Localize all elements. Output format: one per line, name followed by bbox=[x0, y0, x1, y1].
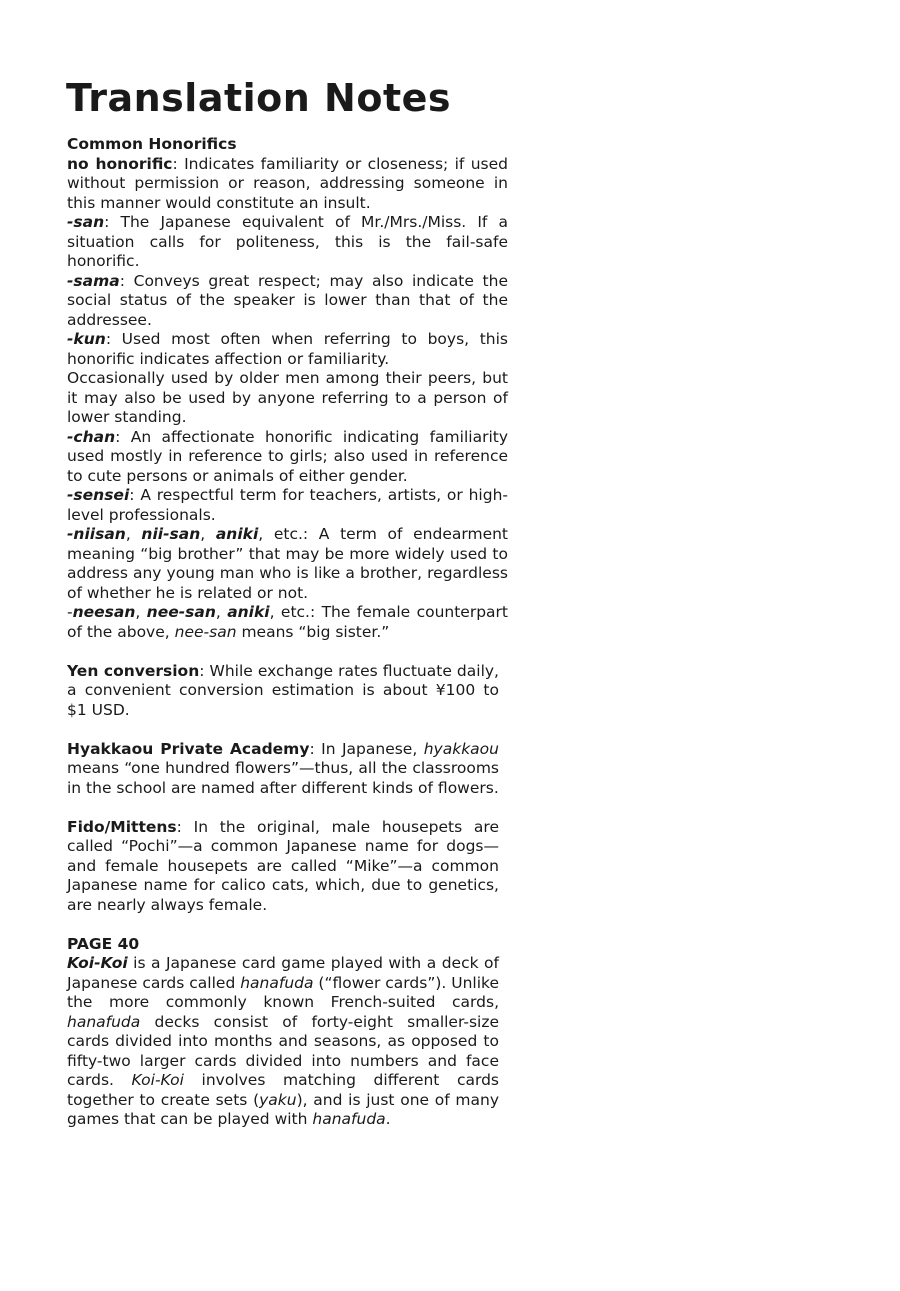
term: -san bbox=[67, 213, 105, 231]
honorifics-heading: Common Honorifics bbox=[67, 135, 237, 153]
term: Yen conversion bbox=[67, 661, 200, 680]
term: Hyakkaou Private Academy bbox=[67, 739, 310, 758]
note-yen: Yen conversion: While exchange rates fluctuate daily, a convenient conversion estimation is about ¥100 to $1 USD. bbox=[67, 661, 499, 719]
note-sama: -sama: Conveys great respect; may also indicate the social status of the speaker is lower than that of the addressee. bbox=[67, 271, 508, 329]
note-koi-koi: Koi-Koi is a Japanese card game played with a deck of Japanese cards called hanafuda (“flower cards”). Unlike the more commonly known French-suited cards, hanafuda decks consist of forty-eight smaller-size cards divided into months and seasons, as opposed to fifty-two larger cards divided into numbers and face cards. Koi-Koi involves matching different cards together to create sets (yaku), and is just one of many games that can be played with hanafuda. bbox=[67, 954, 499, 1128]
term: -sensei bbox=[67, 486, 130, 504]
term: -kun bbox=[67, 330, 106, 348]
note-sensei: -sensei: A respectful term for teachers, artists, or high-level professionals. bbox=[67, 486, 508, 524]
term: -chan bbox=[67, 427, 116, 446]
note-kun-extra: Occasionally used by older men among their peers, but it may also be used by anyone referring to a person of lower standing. bbox=[67, 369, 508, 426]
page-title: Translation Notes bbox=[66, 76, 452, 120]
note-fido: Fido/Mittens: In the original, male housepets are called “Pochi”—a common Japanese name for dogs—and female housepets are called “Mike”—a common Japanese name for calico cats, which, due to genetics, are nearly always female. bbox=[67, 817, 499, 914]
notes-body bbox=[67, 135, 508, 1130]
note-hyakkaou: Hyakkaou Private Academy: In Japanese, hyakkaou means “one hundred flowers”—thus, all the classrooms in the school are named after different kinds of flowers. bbox=[67, 739, 499, 797]
note-kun: -kun: Used most often when referring to boys, this honorific indicates affection or familiarity. bbox=[67, 330, 508, 368]
note-san: -san: The Japanese equivalent of Mr./Mrs./Miss. If a situation calls for politeness, this is the fail-safe honorific. bbox=[67, 213, 508, 270]
page-40-heading: PAGE 40 bbox=[67, 934, 140, 953]
note-neesan: -neesan, nee-san, aniki, etc.: The female counterpart of the above, nee-san means “big sister.” bbox=[67, 603, 508, 641]
term: Fido/Mittens bbox=[67, 817, 177, 836]
note-niisan: -niisan, nii-san, aniki, etc.: A term of endearment meaning “big brother” that may be more widely used to address any young man who is like a brother, regardless of whether he is related or not. bbox=[67, 525, 509, 602]
term: -sama bbox=[67, 271, 120, 290]
term: no honorific bbox=[67, 154, 173, 173]
note-chan: -chan: An affectionate honorific indicating familiarity used mostly in reference to girls; also used in reference to cute persons or animals of either gender. bbox=[67, 427, 508, 485]
note-no-honorific: no honorific: Indicates familiarity or closeness; if used without permission or reason, addressing someone in this manner would constitute an insult. bbox=[67, 154, 508, 212]
